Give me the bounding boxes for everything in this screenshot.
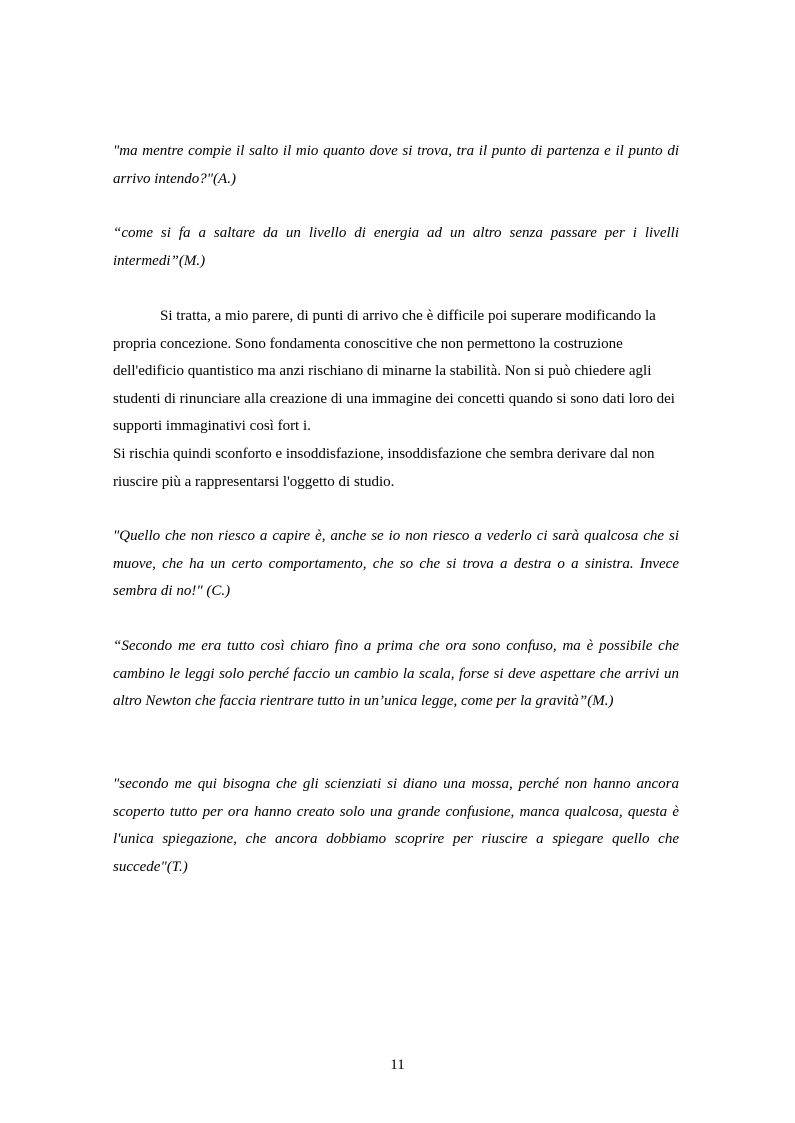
body-paragraph-part-2: Si rischia quindi sconforto e insoddisfazione, insoddisfazione che sembra derivare dal non riuscire più a rappresentarsi l'oggetto di studio. [113,445,655,490]
student-quote-m-1: “come si fa a saltare da un livello di energia ad un altro senza passare per i livelli intermedi”(M.) [113,225,679,269]
student-quote-a: "ma mentre compie il salto il mio quanto dove si trova, tra il punto di partenza e il punto di arrivo intendo?"(A.) [113,143,679,187]
body-paragraph-part-1: Si tratta, a mio parere, di punti di arrivo che è difficile poi superare modificando la propria concezione. Sono fondamenta conoscitive che non permettono la costruzione dell'edificio quantistico ma anzi rischiano di minarne la stabilità. Non si può chiedere agli studenti di rinunciare alla creazione di una immagine dei concetti quando si sono dati loro dei supporti immaginativi così fort i. [113,308,675,435]
student-quote-c: "Quello che non riesco a capire è, anche se io non riesco a vederlo ci sarà qualcosa che si muove, che ha un certo comportamento, che so che si trova a destra o a sinistra. Invece sembra di no!" (C.) [113,528,679,599]
student-quote-t: "secondo me qui bisogna che gli scienziati si diano una mossa, perché non hanno ancora scoperto tutto per ora hanno creato solo una grande confusione, manca qualcosa, questa è l'unica spiegazione, che ancora dobbiamo scoprire per riuscire a spiegare quello che succede"(T.) [113,776,679,875]
student-quote-m-2: “Secondo me era tutto così chiaro fino a prima che ora sono confuso, ma è possibile che cambino le leggi solo perché faccio un cambio la scala, forse si deve aspettare che arrivi un altro Newton che faccia rientrare tutto in un’unica legge, come per la gravità”(M.) [113,638,679,709]
body-paragraph [113,303,679,496]
page-number: 11 [390,1057,405,1073]
